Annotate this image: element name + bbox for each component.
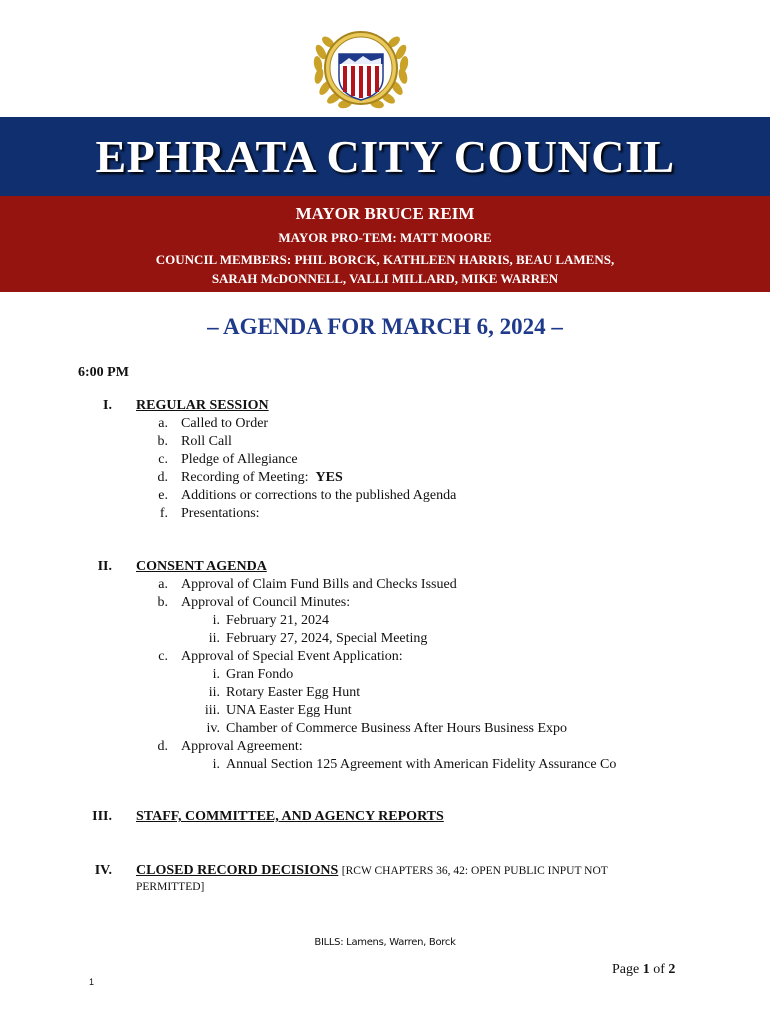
page-current: 1 <box>642 962 650 977</box>
item-letter: c. <box>158 649 168 664</box>
city-seal-logo <box>311 18 411 114</box>
item-letter: d. <box>157 739 168 754</box>
page-prefix: Page <box>612 962 643 977</box>
subitem-number: i. <box>212 757 220 772</box>
page-total: 2 <box>668 962 676 977</box>
item-called-to-order: Called to Order <box>181 416 269 431</box>
item-letter: b. <box>157 595 168 610</box>
item-roll-call: Roll Call <box>181 434 232 449</box>
subitem-section-125: Annual Section 125 Agreement with American Fidelity Assurance Co <box>226 757 617 772</box>
bills-signers: BILLS: Lamens, Warren, Borck <box>314 937 456 948</box>
item-recording-text: Recording of Meeting: <box>181 470 309 485</box>
meeting-time: 6:00 PM <box>78 365 129 380</box>
rcw-note-line-2: PERMITTED] <box>136 881 205 893</box>
subitem-feb-27: February 27, 2024, Special Meeting <box>226 631 428 646</box>
subitem-number: iii. <box>204 703 220 718</box>
page-mid: of <box>649 962 669 977</box>
item-letter: c. <box>158 452 168 467</box>
item-letter: e. <box>158 488 168 503</box>
section-title-regular-session: REGULAR SESSION <box>136 398 269 413</box>
council-members-line-1: COUNCIL MEMBERS: PHIL BORCK, KATHLEEN HARRIS, BEAU LAMENS, <box>155 252 615 267</box>
item-presentations: Presentations: <box>181 506 260 521</box>
item-additions: Additions or corrections to the published Agenda <box>181 488 457 503</box>
item-letter: d. <box>157 470 168 485</box>
mayor-name: MAYOR BRUCE REIM <box>295 204 475 223</box>
recording-value: YES <box>315 470 343 485</box>
council-members-line-2: SARAH McDONNELL, VALLI MILLARD, MIKE WARREN <box>211 271 559 286</box>
council-title: EPHRATA CITY COUNCIL <box>95 131 675 182</box>
mayor-pro-tem: MAYOR PRO-TEM: MATT MOORE <box>278 230 492 245</box>
section-title-staff-reports: STAFF, COMMITTEE, AND AGENCY REPORTS <box>136 809 444 824</box>
section-number: II. <box>97 559 112 574</box>
item-recording <box>181 469 343 487</box>
item-claim-fund-bills: Approval of Claim Fund Bills and Checks Issued <box>181 577 457 592</box>
section-closed-record <box>136 862 608 880</box>
subitem-chamber: Chamber of Commerce Business After Hours Business Expo <box>226 721 568 736</box>
subitem-number: i. <box>212 613 220 628</box>
item-letter: a. <box>158 577 168 592</box>
subitem-number: ii. <box>208 685 220 700</box>
item-special-event: Approval of Special Event Application: <box>181 649 403 664</box>
section-number: I. <box>103 398 112 413</box>
section-number: III. <box>92 809 112 824</box>
item-letter: f. <box>159 506 168 521</box>
council-members <box>0 250 770 288</box>
subitem-feb-21: February 21, 2024 <box>226 613 330 628</box>
item-letter: b. <box>157 434 168 449</box>
council-member-band <box>0 196 770 292</box>
item-council-minutes: Approval of Council Minutes: <box>181 595 351 610</box>
subitem-number: iv. <box>206 721 220 736</box>
item-approval-agreement: Approval Agreement: <box>181 739 303 754</box>
section-title-consent-agenda: CONSENT AGENDA <box>136 559 267 574</box>
subitem-una: UNA Easter Egg Hunt <box>226 703 352 718</box>
section-title-closed-record: CLOSED RECORD DECISIONS <box>136 863 339 878</box>
footer-number: 1 <box>89 977 95 987</box>
section-number: IV. <box>94 863 112 878</box>
page-number <box>612 962 675 978</box>
item-letter: a. <box>158 416 168 431</box>
item-pledge: Pledge of Allegiance <box>181 452 298 467</box>
subitem-rotary: Rotary Easter Egg Hunt <box>226 685 361 700</box>
subitem-number: i. <box>212 667 220 682</box>
agenda-title: – AGENDA FOR MARCH 6, 2024 – <box>207 314 563 339</box>
subitem-number: ii. <box>208 631 220 646</box>
subitem-gran-fondo: Gran Fondo <box>226 667 294 682</box>
rcw-note-line-1: [RCW CHAPTERS 36, 42: OPEN PUBLIC INPUT NOT <box>341 865 608 877</box>
